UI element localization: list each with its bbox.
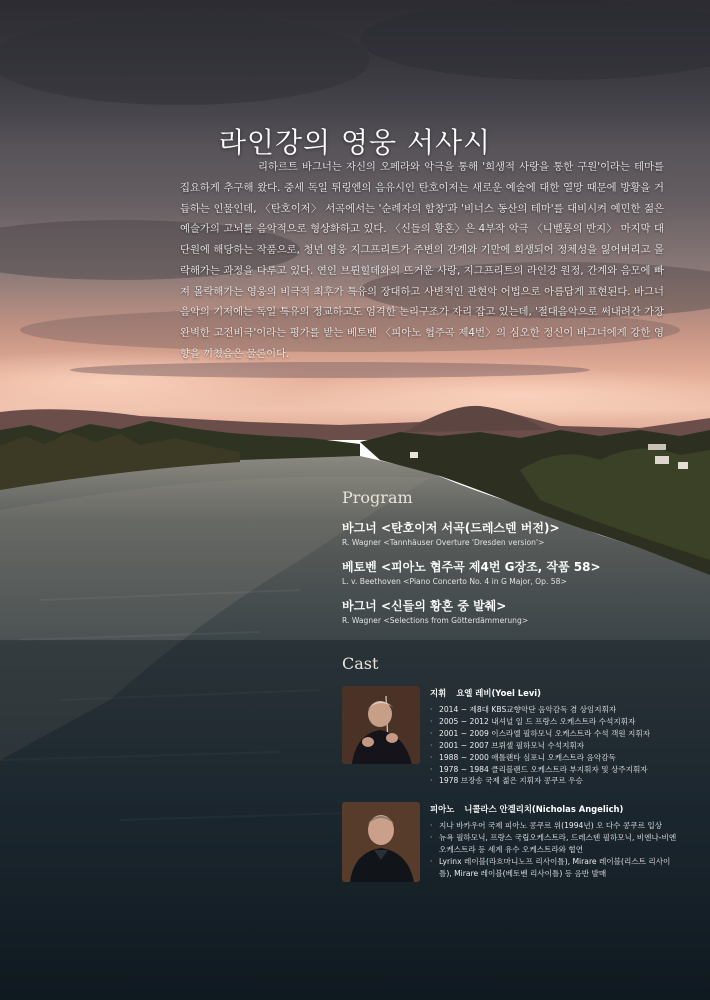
pianist-photo <box>342 802 420 882</box>
credit-item: · 1978 ~ 1984 클리블랜드 오케스트라 부지휘자 및 상주지휘자 <box>430 764 682 776</box>
program-item <box>342 559 682 588</box>
credit-item: · 1988 ~ 2000 애틀랜타 심포니 오케스트라 음악감독 <box>430 752 682 764</box>
credit-item: · 뉴욕 필하모닉, 프랑스 국립오케스트라, 드레스덴 필하모닉, 비엔나-비엔 오케스트라 등 세계 유수 오케스트라와 협연 <box>430 832 682 856</box>
program-title-en: R. Wagner <Tannhäuser Overture 'Dresden version'> <box>342 538 545 547</box>
program-title-ko: 베토벤 <피아노 협주곡 제4번 G장조, 작품 58> <box>342 560 601 574</box>
credit-item: · 1978 브장송 국제 젊은 지휘자 콩쿠르 우승 <box>430 775 682 787</box>
intro-text: 리하르트 바그너는 자신의 오페라와 악극을 통해 '희생적 사랑을 통한 구원'이라는 테마를 집요하게 추구해 왔다. 중세 독일 튀링엔의 음유시인 탄호이저는 새로운 예술에 대한 열망 때문에 방황을 거듭하는 인물인데, 〈탄호이저〉 서곡에서는 '순례자의 합창'과 '비너스 동산의 테마'를 대비시켜 예민한 젊은 예술가의 고뇌를 음악적으로 형상화하고 있다. 〈신들의 황혼〉은 4부작 악극 〈니벨룽의 반지〉 마지막 대단원에 해당하는 작품으로, 청년 영웅 지그프리트가 주변의 간계와 기만에 희생되어 정체성을 잃어버리고 몰락해가는 과정을 다루고 있다. 연인 브륀힐데와의 뜨거운 사랑, 지그프리트의 라인강 원정, 간계와 음모에 빠져 몰락해가는 영웅의 비극적 최후가 특유의 장대하고 사변적인 관현악 어법으로 아름답게 표현된다. 바그너 음악의 기저에는 독일 특유의 정교하고도 엄격한 논리구조가 자리 잡고 있는데, '절대음악으로 써내려간 가장 완벽한 고전비극'이라는 평가를 받는 베토벤 〈피아노 협주곡 제4번〉의 심오한 정신이 바그너에게 강한 영향을 끼쳤음은 물론이다. <box>180 161 664 360</box>
credit-item: · 2001 ~ 2007 브뤼셀 필하모닉 수석지휘자 <box>430 740 682 752</box>
credit-item: · Lyrinx 레이블(라흐마니노프 리사이틀), Mirare 레이블(리스트 리사이틀), Mirare 레이블(베토벤 리사이틀) 등 음반 발매 <box>430 856 682 880</box>
credit-item: · 2001 ~ 2009 이스라엘 필하모닉 오케스트라 수석 객원 지휘자 <box>430 728 682 740</box>
pianist-header <box>430 802 682 817</box>
pianist-info <box>430 802 682 880</box>
cast-member-conductor <box>342 686 682 786</box>
cast-name: 요엘 레비(Yoel Levi) <box>456 688 541 698</box>
credit-item: · 2014 ~ 제8대 KBS교향악단 음악감독 겸 상임지휘자 <box>430 704 682 716</box>
program-item <box>342 520 682 549</box>
conductor-credits <box>430 704 682 787</box>
program-heading: Program <box>342 488 413 507</box>
program-title-ko: 바그너 <탄호이저 서곡(드레스덴 버전)> <box>342 521 560 535</box>
cast-heading: Cast <box>342 654 379 673</box>
page-title: 라인강의 영웅 서사시 <box>218 125 492 159</box>
credit-item: · 지나 바카우어 국제 피아노 콩쿠르 위(1994년) 오 다수 콩쿠르 입상 <box>430 820 682 832</box>
program-list <box>342 520 682 637</box>
cast-name: 니콜라스 안겔리치(Nicholas Angelich) <box>464 804 624 814</box>
cast-role: 지휘 <box>430 688 447 698</box>
program-title-ko: 바그너 <신들의 황혼 중 발췌> <box>342 599 507 613</box>
program-title-en: L. v. Beethoven <Piano Concerto No. 4 in G Major, Op. 58> <box>342 577 567 586</box>
program-item <box>342 598 682 627</box>
program-title-en: R. Wagner <Selections from Götterdämmerung> <box>342 616 529 625</box>
pianist-credits <box>430 820 682 880</box>
cast-member-pianist <box>342 802 682 902</box>
conductor-info <box>430 686 682 787</box>
conductor-photo <box>342 686 420 764</box>
cast-role: 피아노 <box>430 804 455 814</box>
credit-item: · 2005 ~ 2012 내셔널 일 드 프랑스 오케스트라 수석지휘자 <box>430 716 682 728</box>
conductor-header <box>430 686 682 701</box>
intro-paragraph <box>180 157 664 364</box>
